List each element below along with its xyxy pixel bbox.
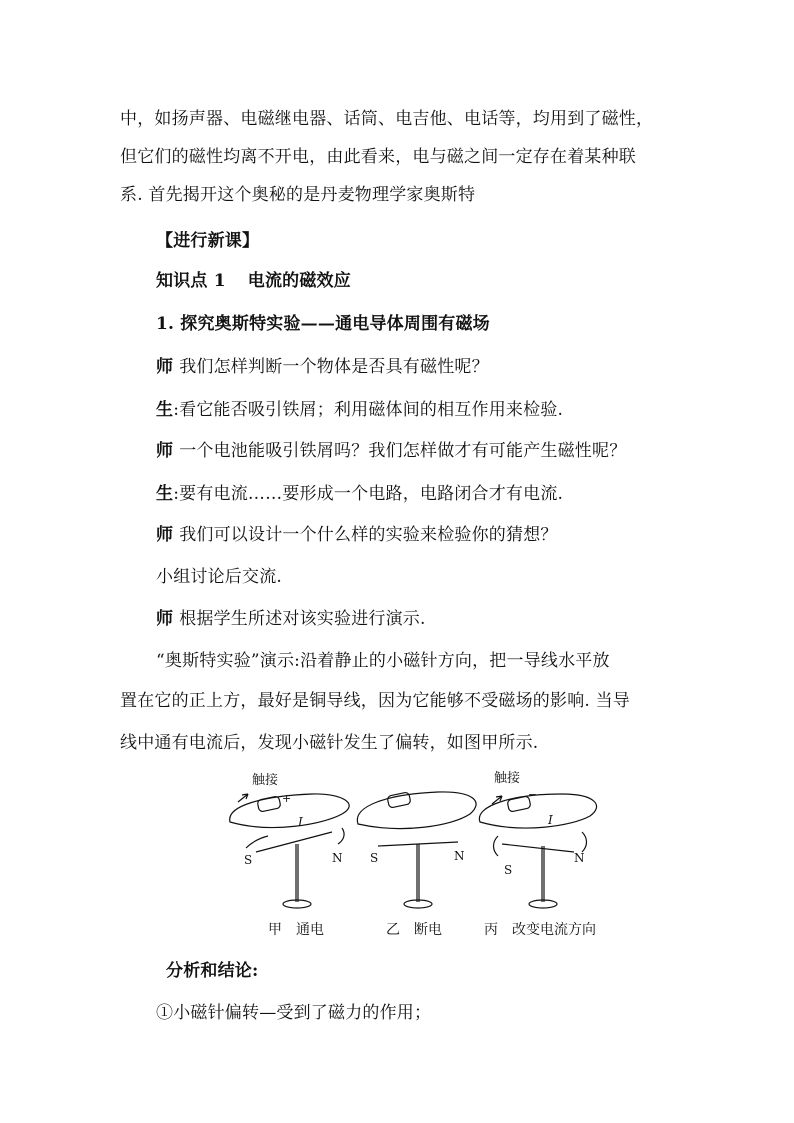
current-label-3: I xyxy=(548,813,553,827)
role-teacher: 师 xyxy=(156,525,174,545)
intro-line-3: 系. 首先揭开这个奥秘的是丹麦物理学家奥斯特 xyxy=(120,185,476,205)
current-label-1: I xyxy=(298,815,303,829)
dialogue-text: 一个电池能吸引铁屑吗？我们怎样做才有可能产生磁性呢？ xyxy=(179,441,627,461)
role-student: 生 xyxy=(156,400,174,420)
subsection-heading: 1. 探究奥斯特实验——通电导体周围有磁场 xyxy=(156,314,490,334)
dialogue-text: 我们怎样判断一个物体是否具有磁性呢？ xyxy=(179,357,489,377)
role-teacher: 师 xyxy=(156,357,174,377)
caption-bing: 丙 改变电流方向 xyxy=(484,922,596,938)
dialogue-text: 根据学生所述对该实验进行演示. xyxy=(179,609,426,629)
touch-label-1: 触接 xyxy=(252,773,279,788)
oersted-experiment-figure xyxy=(212,762,612,942)
knowledge-point-heading xyxy=(156,270,716,292)
south-label-1: S xyxy=(244,853,253,867)
section-heading: 【进行新课】 xyxy=(156,231,260,251)
dialogue-student-1 xyxy=(156,399,716,421)
demo-line-1: “奥斯特实验”演示:沿着静止的小磁针方向，把一导线水平放 xyxy=(156,651,610,671)
knowledge-point-label: 知识点 1 xyxy=(156,271,226,291)
intro-line-1: 中，如扬声器、电磁继电器、话筒、电吉他、电话等，均用到了磁性， xyxy=(120,109,654,129)
dialogue-student-2 xyxy=(156,483,716,505)
role-student: 生 xyxy=(156,484,174,504)
south-label-2: S xyxy=(370,851,379,865)
dialogue-text: :看它能否吸引铁屑；利用磁体间的相互作用来检验. xyxy=(173,400,564,420)
role-teacher: 师 xyxy=(156,441,174,461)
south-label-3: S xyxy=(504,863,513,877)
minus-sign: − xyxy=(528,788,538,801)
north-label-2: N xyxy=(454,849,465,863)
role-teacher: 师 xyxy=(156,609,174,629)
north-label-1: N xyxy=(332,851,343,865)
analysis-heading: 分析和结论: xyxy=(166,961,259,981)
dialogue-teacher-3 xyxy=(156,524,716,546)
touch-label-3: 触接 xyxy=(494,771,521,786)
north-label-3: N xyxy=(574,851,585,865)
dialogue-text: :要有电流……要形成一个电路，电路闭合才有电流. xyxy=(173,484,564,504)
intro-line-2: 但它们的磁性均离不开电，由此看来，电与磁之间一定存在着某种联 xyxy=(120,147,636,167)
dialogue-teacher-1 xyxy=(156,356,716,378)
caption-jia: 甲 通电 xyxy=(268,922,324,938)
plus-sign: + xyxy=(282,792,292,805)
conclusion-point-1: ①小磁针偏转—受到了磁力的作用； xyxy=(156,1003,432,1023)
demo-line-3: 线中通有电流后，发现小磁针发生了偏转，如图甲所示. xyxy=(120,733,539,753)
demo-line-2: 置在它的正上方，最好是铜导线，因为它能够不受磁场的影响. 当导 xyxy=(120,691,631,711)
dialogue-text: 我们可以设计一个什么样的实验来检验你的猜想？ xyxy=(179,525,558,545)
knowledge-point-title: 电流的磁效应 xyxy=(247,271,351,291)
group-discussion: 小组讨论后交流. xyxy=(156,567,283,587)
dialogue-teacher-4 xyxy=(156,608,716,630)
dialogue-teacher-2 xyxy=(156,440,716,462)
caption-yi: 乙 断电 xyxy=(386,922,442,938)
